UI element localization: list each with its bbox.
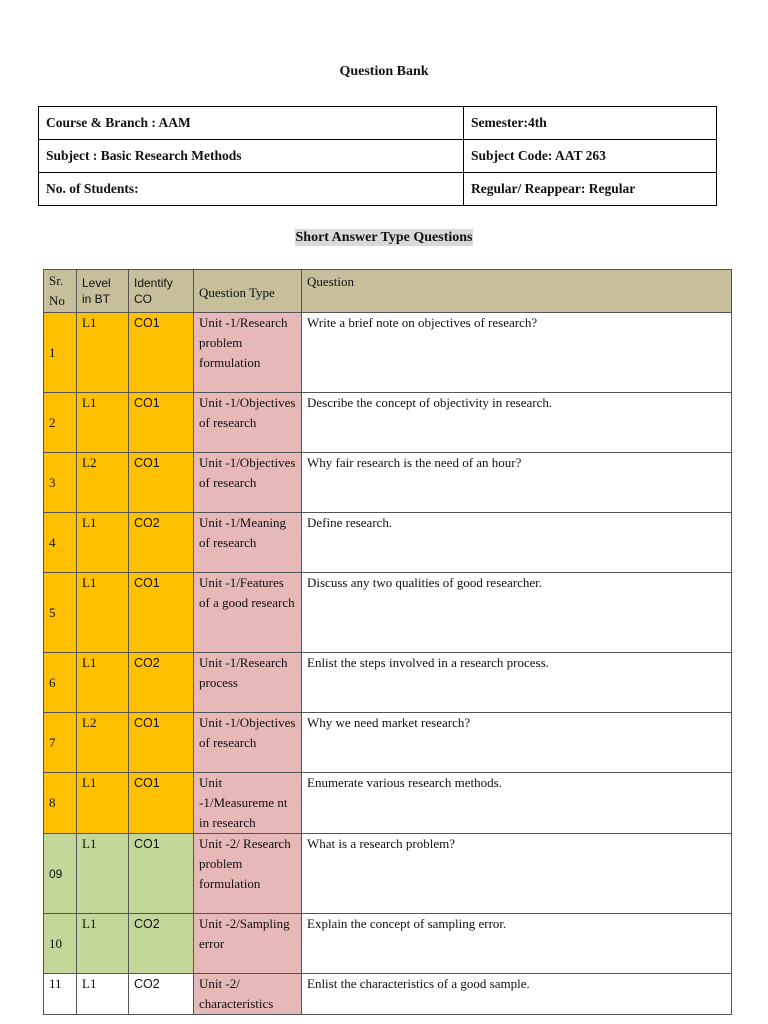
- subject-cell: Subject : Basic Research Methods: [39, 140, 464, 173]
- table-row: [44, 513, 732, 573]
- sr-no-cell: 7: [44, 713, 77, 773]
- co-cell: CO2: [129, 513, 194, 573]
- header-question-type: Question Type: [194, 270, 302, 313]
- question-cell: What is a research problem?: [302, 834, 732, 914]
- info-row: [39, 173, 717, 206]
- sr-no-cell: 5: [44, 573, 77, 653]
- question-cell: Enlist the characteristics of a good sample.: [302, 974, 732, 1015]
- sr-no-cell: 2: [44, 393, 77, 453]
- co-cell: CO2: [129, 653, 194, 713]
- table-row: [44, 713, 732, 773]
- question-cell: Why we need market research?: [302, 713, 732, 773]
- co-cell: CO2: [129, 974, 194, 1015]
- header-co: Identify CO: [129, 270, 194, 313]
- info-row: [39, 140, 717, 173]
- question-type-cell: Unit -2/Sampling error: [194, 914, 302, 974]
- question-cell: Explain the concept of sampling error.: [302, 914, 732, 974]
- header-level: Level in BT: [77, 270, 129, 313]
- co-cell: CO1: [129, 393, 194, 453]
- document-title: Question Bank: [339, 64, 429, 79]
- sr-no-cell: 10: [44, 914, 77, 974]
- level-cell: L1: [77, 834, 129, 914]
- sr-no-cell: 09: [44, 834, 77, 914]
- question-type-cell: Unit -1/Research process: [194, 653, 302, 713]
- table-row: [44, 453, 732, 513]
- question-type-cell: Unit -1/Features of a good research: [194, 573, 302, 653]
- co-cell: CO1: [129, 313, 194, 393]
- co-cell: CO1: [129, 573, 194, 653]
- level-cell: L2: [77, 713, 129, 773]
- table-row: [44, 974, 732, 1015]
- level-cell: L1: [77, 573, 129, 653]
- course-info-table: [38, 106, 717, 206]
- question-type-cell: Unit -1/Measureme nt in research: [194, 773, 302, 834]
- question-cell: Discuss any two qualities of good researcher.: [302, 573, 732, 653]
- co-cell: CO1: [129, 713, 194, 773]
- section-title-text: Short Answer Type Questions: [295, 230, 473, 245]
- question-type-cell: Unit -1/Research problem formulation: [194, 313, 302, 393]
- question-type-cell: Unit -1/Meaning of research: [194, 513, 302, 573]
- info-row: [39, 107, 717, 140]
- table-row: [44, 393, 732, 453]
- level-cell: L1: [77, 914, 129, 974]
- level-cell: L2: [77, 453, 129, 513]
- table-header-row: [44, 270, 732, 313]
- question-type-cell: Unit -1/Objectives of research: [194, 713, 302, 773]
- table-row: [44, 914, 732, 974]
- question-type-cell: Unit -2/ characteristics: [194, 974, 302, 1015]
- question-cell: Enlist the steps involved in a research process.: [302, 653, 732, 713]
- sr-no-cell: 11: [44, 974, 77, 1015]
- co-cell: CO1: [129, 773, 194, 834]
- sr-no-cell: 4: [44, 513, 77, 573]
- table-row: [44, 773, 732, 834]
- header-sr-no: Sr. No: [44, 270, 77, 313]
- questions-table: [43, 269, 732, 1015]
- co-cell: CO1: [129, 453, 194, 513]
- co-cell: CO1: [129, 834, 194, 914]
- table-row: [44, 573, 732, 653]
- level-cell: L1: [77, 313, 129, 393]
- question-type-cell: Unit -2/ Research problem formulation: [194, 834, 302, 914]
- level-cell: L1: [77, 974, 129, 1015]
- level-cell: L1: [77, 773, 129, 834]
- table-row: [44, 653, 732, 713]
- level-cell: L1: [77, 653, 129, 713]
- regular-reappear-cell: Regular/ Reappear: Regular: [464, 173, 717, 206]
- question-cell: Why fair research is the need of an hour?: [302, 453, 732, 513]
- question-type-cell: Unit -1/Objectives of research: [194, 393, 302, 453]
- sr-no-cell: 6: [44, 653, 77, 713]
- sr-no-cell: 1: [44, 313, 77, 393]
- header-question: Question: [302, 270, 732, 313]
- sr-no-cell: 8: [44, 773, 77, 834]
- subject-code-cell: Subject Code: AAT 263: [464, 140, 717, 173]
- semester-cell: Semester:4th: [464, 107, 717, 140]
- question-type-cell: Unit -1/Objectives of research: [194, 453, 302, 513]
- students-cell: No. of Students:: [39, 173, 464, 206]
- course-branch-cell: Course & Branch : AAM: [39, 107, 464, 140]
- questions-body: [44, 313, 732, 1015]
- section-title: [0, 228, 768, 246]
- table-row: [44, 834, 732, 914]
- question-cell: Enumerate various research methods.: [302, 773, 732, 834]
- level-cell: L1: [77, 513, 129, 573]
- question-cell: Define research.: [302, 513, 732, 573]
- question-cell: Write a brief note on objectives of research?: [302, 313, 732, 393]
- co-cell: CO2: [129, 914, 194, 974]
- question-cell: Describe the concept of objectivity in research.: [302, 393, 732, 453]
- level-cell: L1: [77, 393, 129, 453]
- table-row: [44, 313, 732, 393]
- sr-no-cell: 3: [44, 453, 77, 513]
